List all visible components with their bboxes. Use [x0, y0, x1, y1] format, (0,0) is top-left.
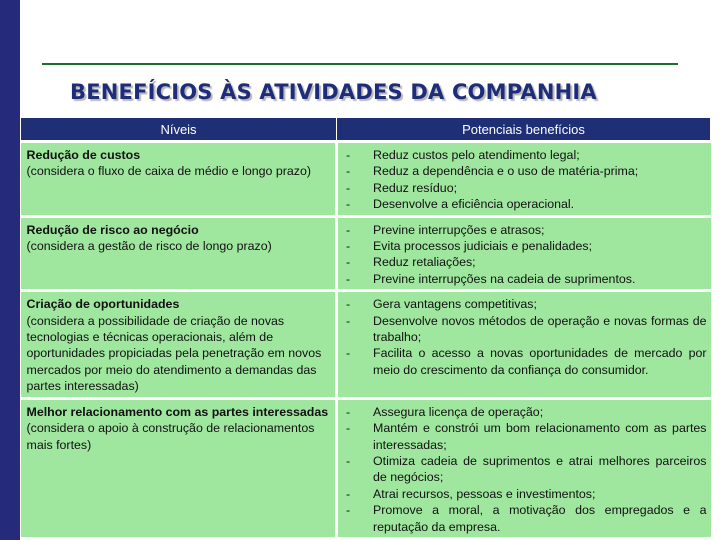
dash-bullet: - [346, 297, 351, 312]
benefits-list [344, 404, 707, 535]
list-item [344, 271, 707, 287]
benefit-text: Assegura licença de operação; [373, 404, 544, 419]
dash-bullet: - [346, 453, 351, 468]
benefit-text: Reduz a dependência e o uso de matéria-prima; [373, 164, 639, 179]
benefit-text: Previne interrupções e atrasos; [373, 222, 545, 237]
benefits-list [344, 222, 707, 288]
benefit-text: Facilita o acesso a novas oportunidades de mercado por meio do crescimento da confiança do consumidor. [373, 346, 707, 377]
list-item [344, 222, 707, 238]
list-item [344, 180, 707, 196]
dash-bullet: - [346, 255, 351, 270]
level-description: (considera a gestão de risco de longo prazo) [26, 239, 272, 254]
table-row [21, 216, 711, 291]
list-item [344, 254, 707, 270]
list-item [344, 404, 707, 420]
list-item [344, 163, 707, 179]
table-row [21, 398, 711, 537]
level-cell [21, 216, 337, 291]
list-item [344, 502, 707, 535]
table-body [21, 142, 711, 537]
dash-bullet: - [346, 313, 351, 328]
dash-bullet: - [346, 222, 351, 237]
level-title: Melhor relacionamento com as partes interessadas [26, 404, 329, 419]
dash-bullet: - [346, 164, 351, 179]
level-cell [21, 398, 337, 537]
benefit-text: Mantém e constrói um bom relacionamento com as partes interessadas; [373, 421, 707, 452]
list-item [344, 147, 707, 163]
benefit-text: Desenvolve a eficiência operacional. [373, 197, 575, 212]
level-title: Criação de oportunidades [26, 297, 180, 312]
benefits-table [20, 117, 711, 537]
list-item [344, 345, 707, 378]
page-title: BENEFÍCIOS ÀS ATIVIDADES DA COMPANHIA [70, 80, 597, 104]
benefit-text: Atrai recursos, pessoas e investimentos; [373, 486, 596, 501]
list-item [344, 238, 707, 254]
benefit-text: Evita processos judiciais e penalidades; [373, 239, 593, 254]
list-item [344, 296, 707, 312]
dash-bullet: - [346, 421, 351, 436]
table-row [21, 291, 711, 398]
benefits-cell [337, 291, 711, 398]
level-cell [21, 142, 337, 217]
dash-bullet: - [346, 271, 351, 286]
benefit-text: Gera vantagens competitivas; [373, 297, 537, 312]
table-row [21, 142, 711, 217]
level-description: (considera o fluxo de caixa de médio e longo prazo) [26, 164, 311, 179]
dash-bullet: - [346, 346, 351, 361]
list-item [344, 420, 707, 453]
benefits-cell [337, 216, 711, 291]
header-benefits: Potenciais benefícios [337, 118, 711, 142]
list-item [344, 486, 707, 502]
dash-bullet: - [346, 180, 351, 195]
level-title: Redução de risco ao negócio [26, 222, 199, 237]
dash-bullet: - [346, 239, 351, 254]
benefits-cell [337, 398, 711, 537]
list-item [344, 196, 707, 212]
level-description: (considera a possibilidade de criação de novas tecnologias e técnicas operacionais, além de oportunidades propiciadas pela penetração em novos mercados por meio do atendimento a demandas das partes interessadas) [26, 313, 322, 394]
list-item [344, 453, 707, 486]
left-accent-bar [0, 0, 20, 540]
benefits-list [344, 147, 707, 213]
title-rule [42, 63, 678, 65]
dash-bullet: - [346, 486, 351, 501]
level-title: Redução de custos [26, 148, 141, 162]
benefit-text: Reduz resíduo; [373, 180, 458, 195]
benefit-text: Otimiza cadeia de suprimentos e atrai melhores parceiros de negócios; [373, 453, 707, 485]
header-levels: Níveis [21, 118, 337, 142]
table-header-row [21, 118, 711, 142]
dash-bullet: - [346, 148, 351, 162]
list-item [344, 313, 707, 346]
benefit-text: Reduz retaliações; [373, 255, 476, 270]
benefit-text: Promove a moral, a motivação dos empregados e a reputação da empresa. [373, 503, 707, 534]
level-description: (considera o apoio à construção de relacionamentos mais fortes) [26, 421, 315, 452]
dash-bullet: - [346, 197, 351, 212]
benefit-text: Reduz custos pelo atendimento legal; [373, 148, 580, 162]
benefit-text: Previne interrupções na cadeia de suprimentos. [373, 271, 636, 286]
benefits-list [344, 296, 707, 378]
benefit-text: Desenvolve novos métodos de operação e novas formas de trabalho; [373, 313, 707, 345]
dash-bullet: - [346, 503, 351, 518]
level-cell [21, 291, 337, 398]
benefits-cell [337, 142, 711, 217]
dash-bullet: - [346, 404, 351, 419]
